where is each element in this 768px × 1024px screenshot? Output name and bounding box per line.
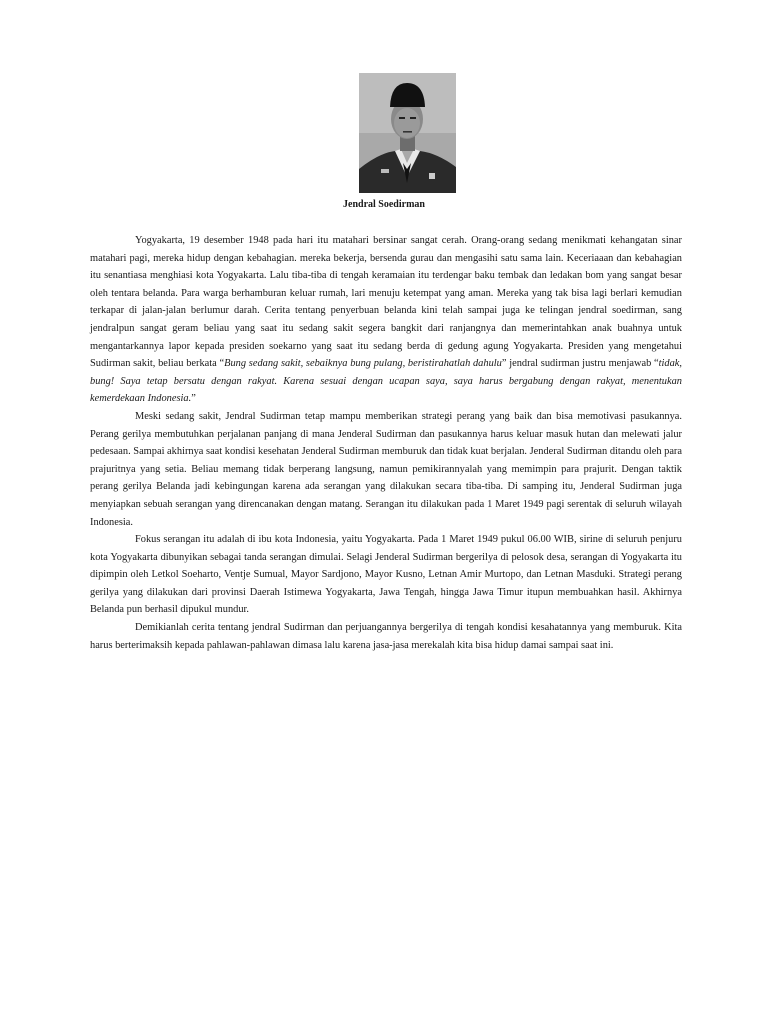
portrait-photo <box>359 73 456 193</box>
portrait-image <box>359 73 456 193</box>
paragraph-4 <box>90 619 682 654</box>
paragraph-text: ” jendral sudirman justru menjawab “ <box>501 358 659 370</box>
paragraph-text: ” <box>191 393 196 405</box>
photo-caption: Jendral Soedirman <box>343 199 425 210</box>
quote-text: tidak, bung! Saya tetap bersatu dengan rakyat. Karena sesuai dengan ucapan saya, saya harus bergabung dengan rakyat, menentukan kemerdekaan Indonesia. <box>90 358 683 405</box>
quote-text: Bung sedang sakit, sebaiknya bung pulang, beristirahatlah dahulu <box>224 358 502 370</box>
paragraph-text: Fokus serangan itu adalah di ibu kota Indonesia, yaitu Yogyakarta. Pada 1 Maret 1949 pukul 06.00 WIB, sirine di seluruh penjuru kota Yogyakarta dibunyikan sebagai tanda serangan dimulai. Selagi Jenderal Sudirman bergerilya di pelosok desa, serangan di Yogyakarta itu dipimpin oleh Letkol Soeharto, Ventje Sumual, Mayor Sardjono, Mayor Kusno, Letnan Amir Murtopo, dan Letnan Masduki. Strategi perang gerilya yang dilakukan dari provinsi Daerah Istimewa Yogyakarta, Jawa Tengah, hingga Jawa Timur itupun membuahkan hasil. Akhirnya Belanda pun berhasil dipukul mundur. <box>90 534 682 616</box>
paragraph-1 <box>90 232 682 408</box>
paragraph-3 <box>90 531 682 619</box>
paragraph-2 <box>90 408 682 531</box>
paragraph-text: Demikianlah cerita tentang jendral Sudirman dan perjuangannya bergerilya di tengah kondisi kesahatannya yang memburuk. Kita harus berterimaksih kepada pahlawan-pahlawan dimasa lalu karena jasa-jasa merekalah kita bisa hidup damai sampai saat ini. <box>90 622 682 651</box>
article-body <box>90 232 682 654</box>
paragraph-text: Yogyakarta, 19 desember 1948 pada hari itu matahari bersinar sangat cerah. Orang-orang sedang menikmati kehangatan sinar matahari pagi, mereka hidup dengan kebahagian. mereka bekerja, bersenda gurau dan mengasihi satu sama lain. Keceriaaan dan kebahagian itu senantiasa menghiasi kota Yogyakarta. Lalu tiba-tiba di tengah keramaian itu terdengar baku tembak dan ledakan bom yang sangat besar oleh tentara belanda. Para warga berhamburan keluar rumah, lari menuju ketempat yang aman. Mereka yang tak bisa lagi berlari kemudian terkapar di jalan-jalan berlumur darah. Cerita tentang penyerbuan belanda kini telah sampai juga ke telingan jendral soedirman, sang jendralpun sangat geram beliau yang saat itu sedang sakit segera bangkit dari ranjangnya dan memerintahkan anak buahnya untuk mengantarkannya lapor kepada presiden soekarno yang saat itu sedang berda di gedung agung Yogyakarta. Presiden yang mengetahui Sudirman sakit, beliau berkata “ <box>90 235 682 370</box>
paragraph-text: Meski sedang sakit, Jendral Sudirman tetap mampu memberikan strategi perang yang baik dan bisa memotivasi pasukannya. Perang gerilya membutuhkan perjalanan panjang di mana Jenderal Sudirman dan pasukannya harus keluar masuk hutan dan melewati jalur pedesaan. Sampai akhirnya saat kondisi kesehatan Jenderal Sudirman memburuk dan tidak kuat berjalan. Jenderal Sudirman ditandu oleh para prajuritnya yang setia. Beliau memang tidak berperang langsung, namun pemikirannyalah yang memimpin para prajurit. Dengan taktik perang gerilya Belanda jadi kebingungan karena ada serangan yang dilakukan secara tiba-tiba. Di samping itu, Jenderal Sudirman juga menyiapkan sebuah serangan yang direncanakan dengan matang. Serangan itu dilakukan pada 1 Maret 1949 pagi serentak di seluruh wilayah Indonesia. <box>90 410 682 528</box>
